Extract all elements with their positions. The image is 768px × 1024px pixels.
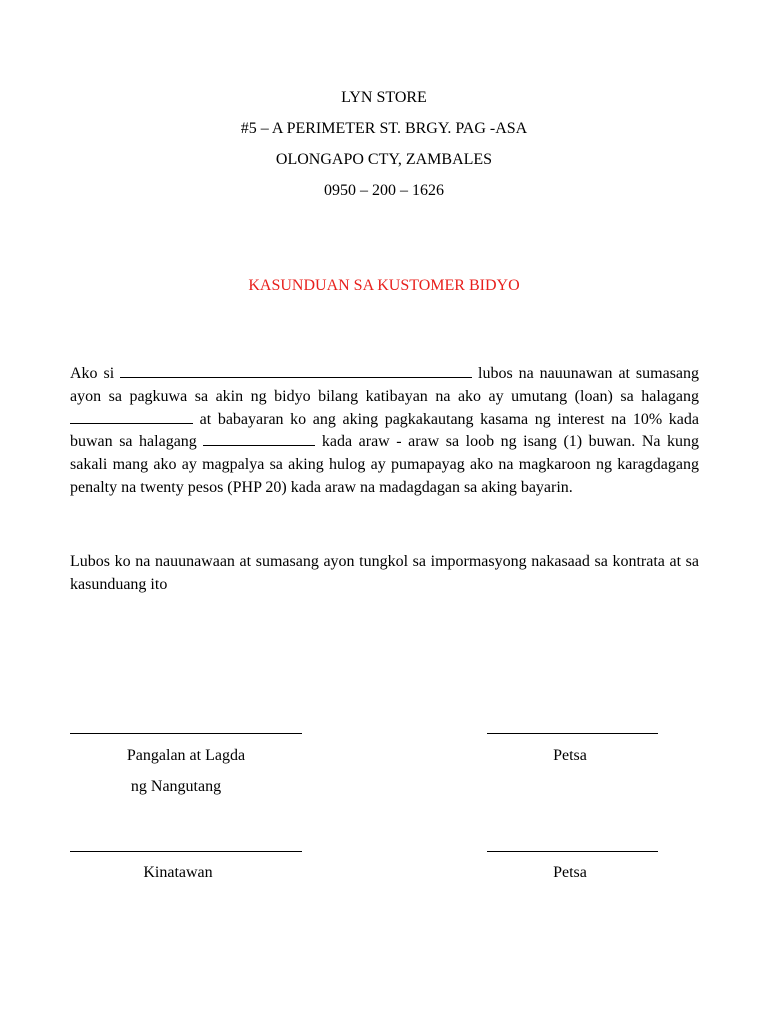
p1-text-c: kada araw - araw sa loob ng isang (1) buwan. Na kung sakali mang ako ay magpalya sa aking hulog ay pumapayag ako na magkaroon ng karagdagang penalty na twenty pesos (PHP 20) kada araw na madagdagan sa aking bayarin. bbox=[70, 433, 700, 496]
borrower-signature-line bbox=[70, 733, 302, 734]
store-name: LYN STORE bbox=[341, 89, 427, 106]
p1-text-a: lubos na nauunawan at sumasang ayon sa pagkuwa sa akin ng bidyo bilang katibayan na ako ay umutang (loan) sa halagang bbox=[70, 365, 700, 405]
store-phone: 0950 – 200 – 1626 bbox=[324, 182, 444, 199]
name-blank bbox=[120, 363, 472, 378]
date-label-1: Petsa bbox=[553, 747, 587, 764]
date-signature-line-2 bbox=[487, 851, 658, 852]
representative-signature-line bbox=[70, 851, 302, 852]
borrower-label-line2: ng Nangutang bbox=[130, 778, 222, 795]
daily-amount-blank bbox=[203, 431, 315, 446]
representative-label: Kinatawan bbox=[143, 864, 213, 881]
document-title: KASUNDUAN SA KUSTOMER BIDYO bbox=[248, 277, 520, 294]
date-signature-line-1 bbox=[487, 733, 658, 734]
store-header bbox=[0, 86, 768, 210]
loan-amount-blank bbox=[70, 409, 193, 424]
borrower-label-line1: Pangalan at Lagda bbox=[126, 747, 246, 764]
agreement-paragraph-2: Lubos ko na nauunawaan at sumasang ayon tungkol sa impormasyong nakasaad sa kontrata at sa kasunduang ito bbox=[70, 553, 699, 593]
agreement-paragraph-1 bbox=[70, 363, 699, 500]
store-address-line2: OLONGAPO CTY, ZAMBALES bbox=[275, 151, 493, 168]
date-label-2: Petsa bbox=[553, 864, 587, 881]
p1-start-text: Ako si bbox=[70, 365, 115, 382]
p1-text-b: at babayaran ko ang aking pagkakautang kasama ng interest na 10% kada buwan sa halagang bbox=[70, 410, 700, 451]
store-address-line1: #5 – A PERIMETER ST. BRGY. PAG -ASA bbox=[240, 120, 528, 137]
